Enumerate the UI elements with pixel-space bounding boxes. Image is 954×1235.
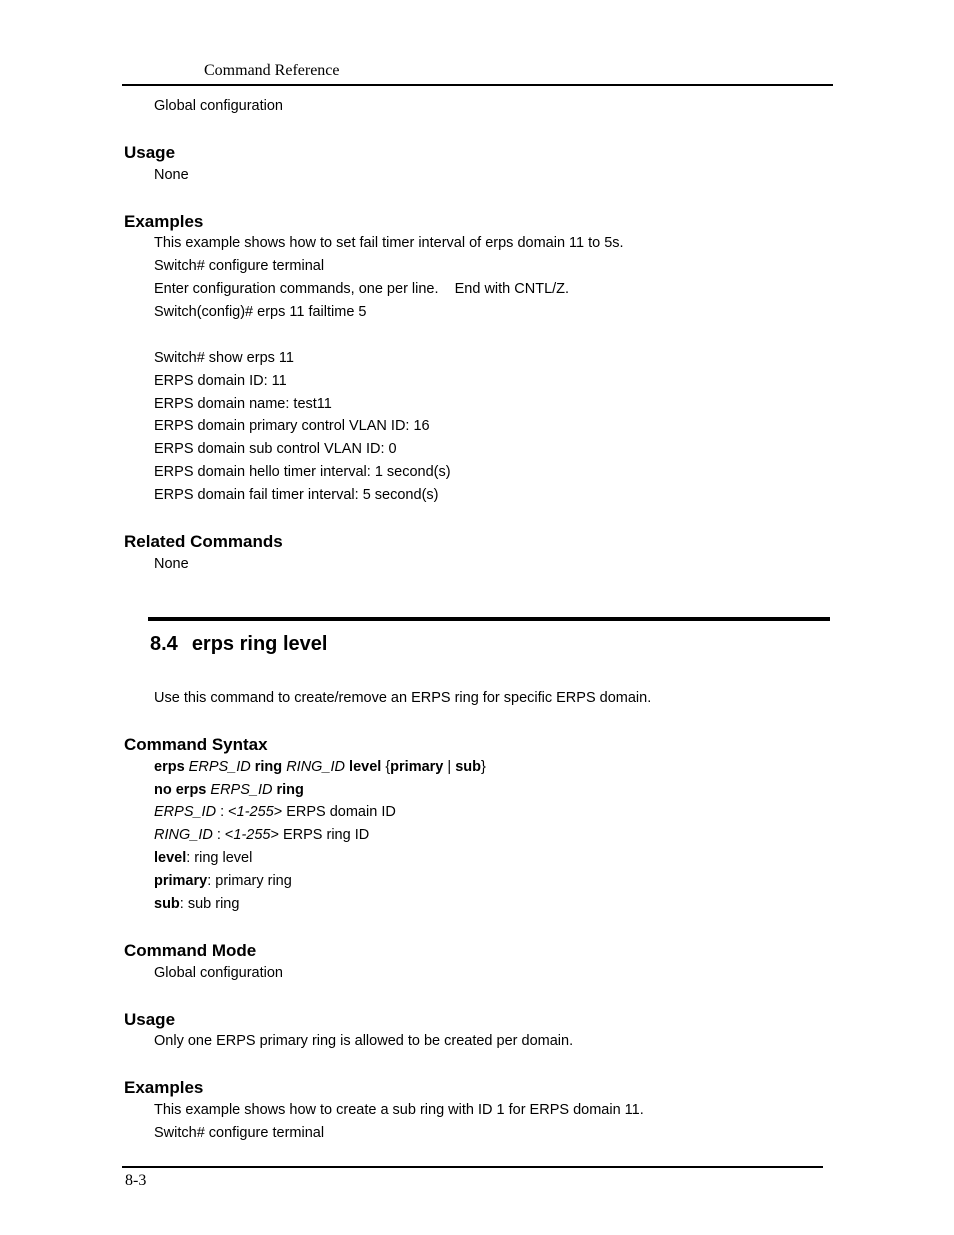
param-text: : sub ring [179,896,240,912]
header-rule [122,84,833,86]
footer-rule [122,1166,823,1168]
keyword: primary [154,873,208,889]
param-description [154,803,396,821]
param-text: > ERPS domain ID [273,804,396,820]
parameter: RING_ID [286,759,346,775]
example-line: ERPS domain name: test11 [154,396,332,412]
keyword: erps [154,759,185,775]
command-mode-heading: Command Mode [124,941,257,960]
punct: : < [212,827,234,843]
page-number: 8-3 [125,1172,147,1189]
brace: } [481,759,486,775]
related-commands-text: None [154,556,189,572]
keyword: ring [276,782,304,798]
example-line: Switch# configure terminal [154,258,325,274]
usage-heading: Usage [124,143,176,162]
option: primary [390,759,444,775]
separator: | [447,759,452,775]
example-line: Switch# configure terminal [154,1125,325,1141]
keyword: sub [154,896,180,912]
example-line: This example shows how to create a sub ring with ID 1 for ERPS domain 11. [154,1102,644,1118]
param-text: : ring level [186,850,253,866]
usage-heading: Usage [124,1010,176,1029]
param-description [154,895,239,913]
parameter: ERPS_ID [188,759,251,775]
range: 1-255 [236,804,274,820]
keyword: no erps [154,782,207,798]
punct: : < [216,804,237,820]
brace: { [385,759,391,775]
example-line: ERPS domain primary control VLAN ID: 16 [154,418,430,434]
param-description [154,826,369,844]
syntax-line [154,758,486,776]
param-description [154,872,292,890]
section-number: 8.4 [150,633,178,655]
section-description: Use this command to create/remove an ERPS ring for specific ERPS domain. [154,690,652,706]
parameter: ERPS_ID [210,782,273,798]
example-line: Switch(config)# erps 11 failtime 5 [154,304,367,320]
usage-text: Only one ERPS primary ring is allowed to be created per domain. [154,1033,574,1049]
example-line: Switch# show erps 11 [154,350,294,366]
example-line: ERPS domain sub control VLAN ID: 0 [154,441,397,457]
usage-text: None [154,167,189,183]
keyword: level [154,850,187,866]
param-text: > ERPS ring ID [270,827,370,843]
examples-heading: Examples [124,1078,204,1097]
example-line: ERPS domain hello timer interval: 1 second(s) [154,464,451,480]
section-rule [148,617,830,621]
syntax-line [154,781,304,799]
parameter: RING_ID [154,827,213,843]
param-text: : primary ring [207,873,292,889]
param-description [154,849,252,867]
section-title [150,633,327,656]
example-line: Enter configuration commands, one per line. End with CNTL/Z. [154,281,570,297]
keyword: ring [254,759,283,775]
related-commands-heading: Related Commands [124,532,283,551]
command-mode-text: Global configuration [154,965,283,981]
command-syntax-heading: Command Syntax [124,735,268,754]
running-header: Command Reference [204,62,340,79]
example-line: ERPS domain ID: 11 [154,373,287,389]
parameter: ERPS_ID [154,804,217,820]
option: sub [455,759,481,775]
example-line: ERPS domain fail timer interval: 5 second(s) [154,487,439,503]
keyword: level [349,759,382,775]
examples-heading: Examples [124,212,204,231]
example-line: This example shows how to set fail timer interval of erps domain 11 to 5s. [154,235,624,251]
range: 1-255 [233,827,271,843]
section-title-text: erps ring level [191,633,328,655]
command-mode-value: Global configuration [154,98,283,114]
